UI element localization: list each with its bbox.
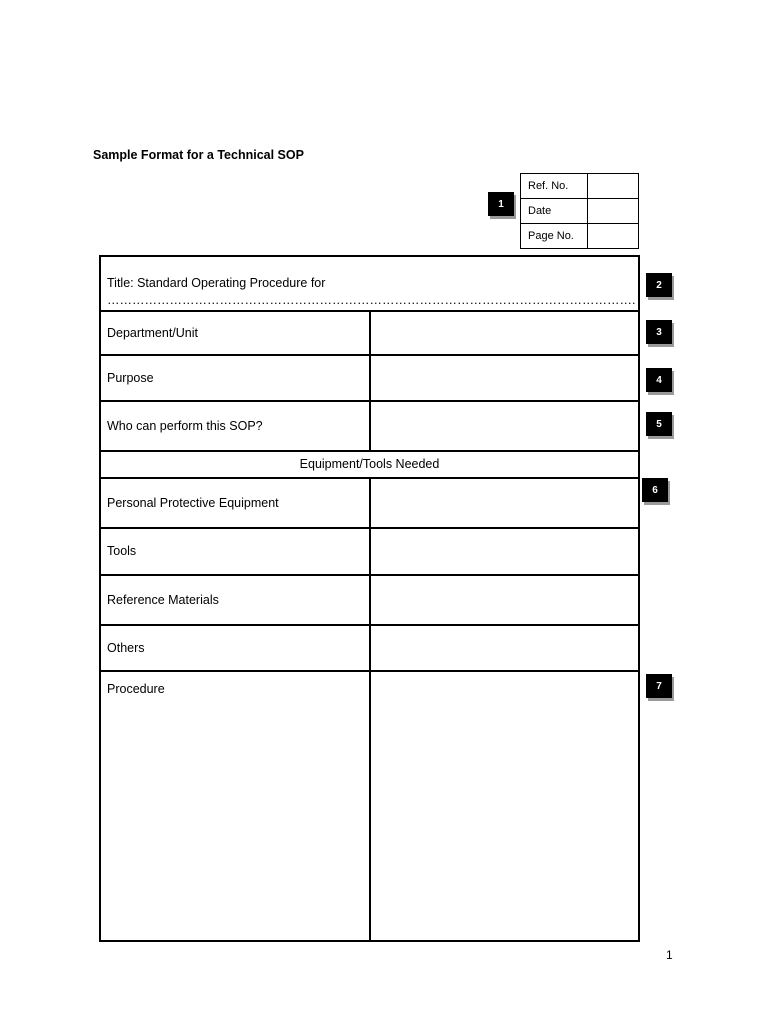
procedure-row xyxy=(100,671,639,941)
page-no-row xyxy=(521,224,639,249)
purpose-label: Purpose xyxy=(100,355,370,401)
purpose-field[interactable] xyxy=(370,355,640,401)
ref-no-row xyxy=(521,174,639,199)
marker-2: 2 xyxy=(646,273,672,297)
equipment-header-row xyxy=(100,451,639,478)
ppe-label: Personal Protective Equipment xyxy=(100,478,370,528)
who-label: Who can perform this SOP? xyxy=(100,401,370,451)
reference-row xyxy=(100,575,639,625)
department-label: Department/Unit xyxy=(100,311,370,355)
marker-1: 1 xyxy=(488,192,514,216)
marker-5: 5 xyxy=(646,412,672,436)
date-value xyxy=(588,199,639,224)
equipment-header: Equipment/Tools Needed xyxy=(100,451,639,478)
date-label: Date xyxy=(521,199,588,224)
title-line: Title: Standard Operating Procedure for ………………………………………………………………………………………………………………. xyxy=(100,256,639,311)
department-field[interactable] xyxy=(370,311,640,355)
date-row xyxy=(521,199,639,224)
who-row xyxy=(100,401,639,451)
marker-7: 7 xyxy=(646,674,672,698)
page-no-value xyxy=(588,224,639,249)
document-heading: Sample Format for a Technical SOP xyxy=(93,148,304,162)
ref-no-value xyxy=(588,174,639,199)
tools-label: Tools xyxy=(100,528,370,575)
ppe-row xyxy=(100,478,639,528)
ppe-field[interactable] xyxy=(370,478,640,528)
reference-label: Reference Materials xyxy=(100,575,370,625)
title-row xyxy=(100,256,639,311)
purpose-row xyxy=(100,355,639,401)
procedure-label: Procedure xyxy=(100,671,370,941)
department-row xyxy=(100,311,639,355)
tools-field[interactable] xyxy=(370,528,640,575)
others-label: Others xyxy=(100,625,370,671)
others-field[interactable] xyxy=(370,625,640,671)
procedure-field[interactable] xyxy=(370,671,640,941)
ref-no-label: Ref. No. xyxy=(521,174,588,199)
reference-field[interactable] xyxy=(370,575,640,625)
sop-form xyxy=(99,255,640,942)
marker-3: 3 xyxy=(646,320,672,344)
page-no-label: Page No. xyxy=(521,224,588,249)
tools-row xyxy=(100,528,639,575)
marker-6: 6 xyxy=(642,478,668,502)
marker-4: 4 xyxy=(646,368,672,392)
reference-box xyxy=(520,173,639,249)
others-row xyxy=(100,625,639,671)
who-field[interactable] xyxy=(370,401,640,451)
page-number: 1 xyxy=(666,948,673,962)
